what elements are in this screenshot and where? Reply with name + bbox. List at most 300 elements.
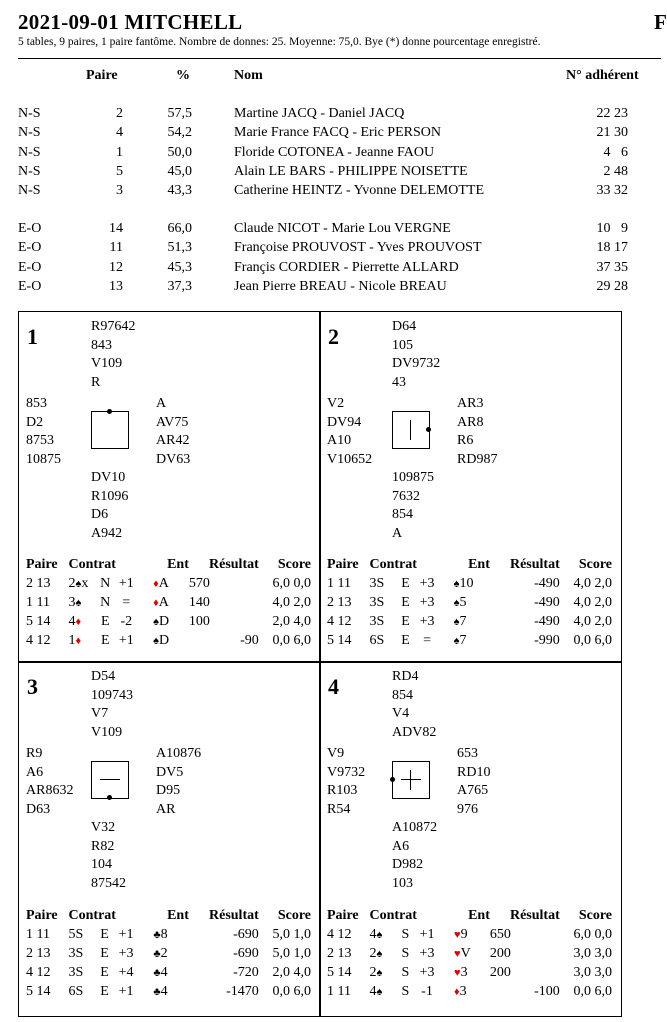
- ranking-direction: N-S: [18, 163, 41, 179]
- result-row: [327, 593, 612, 612]
- result-ew-score: -990: [534, 633, 560, 649]
- page-subtitle: 5 tables, 9 paires, 1 paire fantôme. Nombre de donnes: 25. Moyenne: 75,0. Bye (*) donne pourcentage enregistré.: [18, 36, 541, 48]
- result-ew-score: -490: [534, 575, 560, 591]
- hand-suit-line: R1096: [91, 488, 129, 504]
- result-lead: [153, 593, 189, 612]
- hand-suit-line: 43: [392, 375, 406, 391]
- hand-suit-line: 104: [91, 857, 112, 873]
- east-hand: [156, 745, 201, 820]
- contract-level: 2: [369, 965, 377, 981]
- contract-level: 4: [68, 614, 76, 630]
- result-spacer: [439, 944, 454, 963]
- north-hand: [91, 318, 135, 393]
- east-hand: [457, 395, 497, 470]
- lead-suit: ♠: [153, 635, 159, 648]
- result-match-points: 5,0 1,0: [272, 945, 311, 961]
- lead-suit: ♣: [153, 967, 161, 980]
- results-header-score: Score: [578, 556, 612, 572]
- hand-suit-line: DV5: [156, 764, 184, 780]
- result-spacer: [138, 593, 154, 612]
- ranking-direction: N-S: [18, 125, 41, 141]
- result-ns-score: [490, 593, 523, 612]
- hand-suit-line: D64: [392, 319, 417, 334]
- hand-suit-line: R54: [327, 802, 351, 818]
- result-row: [327, 632, 612, 651]
- hand-suit-line: 653: [457, 746, 478, 761]
- ranking-pair-number: 3: [116, 183, 123, 199]
- compass-diagram: [91, 411, 129, 449]
- result-ew-score: -720: [233, 965, 259, 981]
- result-lead: [153, 574, 189, 593]
- lead-suit: ♦: [153, 596, 159, 609]
- result-declarer: E: [100, 945, 109, 961]
- result-row: [327, 574, 612, 593]
- hand-suit-line: AR8632: [26, 783, 74, 799]
- lead-card: 9: [460, 926, 468, 942]
- results-header-resultat: Résultat: [209, 556, 259, 572]
- result-declarer: S: [401, 984, 410, 1000]
- hand-suit-line: A6: [26, 764, 44, 780]
- results-header-ent: Ent: [167, 907, 189, 923]
- lead-suit: ♣: [153, 928, 161, 941]
- result-pairs: 2 13: [327, 594, 352, 610]
- results-header-paire: Paire: [26, 907, 58, 923]
- hand-suit-line: RD10: [457, 764, 491, 780]
- result-declarer: E: [401, 633, 410, 649]
- result-pairs: 5 14: [26, 614, 51, 630]
- results-header-resultat: Résultat: [509, 907, 560, 923]
- result-row: [26, 944, 311, 963]
- hand-suit-line: 7632: [392, 488, 420, 504]
- result-lead: [454, 983, 490, 1002]
- result-contract: [370, 944, 396, 963]
- result-ns-score: 200: [489, 945, 511, 961]
- ranking-percentage: 54,2: [167, 125, 192, 141]
- contract-level: 2: [369, 945, 377, 961]
- results-header-score: Score: [277, 907, 311, 923]
- hand-suit-line: 8753: [26, 433, 54, 449]
- hand-suit-line: R97642: [91, 319, 136, 334]
- result-match-points: 4,0 2,0: [573, 575, 612, 591]
- result-tricks: +1: [118, 575, 134, 591]
- result-contract: [370, 925, 396, 944]
- ranking-member-ids: 22 23: [596, 106, 628, 121]
- hand-suit-line: AR3: [457, 396, 484, 411]
- ranking-direction: E-O: [18, 221, 42, 236]
- compass-diagram: [91, 761, 129, 799]
- results-header-contrat: Contrat: [369, 907, 417, 923]
- hand-suit-line: 854: [392, 507, 413, 523]
- ranking-pair-number: 11: [109, 240, 123, 256]
- ranking-percentage: 45,0: [167, 163, 192, 179]
- hand-suit-line: V109: [91, 725, 123, 741]
- dealer-dot: [390, 777, 395, 782]
- hand-suit-line: 109743: [91, 687, 133, 703]
- hand-suit-line: DV63: [156, 452, 191, 468]
- result-contract: [370, 593, 396, 612]
- result-contract: [370, 613, 396, 632]
- result-ns-score: 570: [188, 575, 210, 591]
- contract-level: 3S: [369, 575, 385, 591]
- lead-suit: ♦: [454, 986, 460, 999]
- lead-card: A: [158, 575, 169, 591]
- result-spacer: [439, 593, 454, 612]
- result-pairs: 1 11: [327, 984, 351, 1000]
- result-ns-score: 650: [489, 926, 511, 942]
- result-match-points: 4,0 2,0: [272, 594, 311, 610]
- lead-card: V: [460, 945, 471, 961]
- result-ns-score: [189, 944, 220, 963]
- result-declarer: S: [401, 945, 410, 961]
- result-declarer: E: [401, 594, 410, 610]
- contract-level: 6S: [68, 984, 84, 1000]
- lead-card: 7: [459, 614, 467, 630]
- result-tricks: +1: [118, 633, 134, 649]
- lead-card: 4: [160, 984, 168, 1000]
- contract-level: 2: [68, 575, 76, 591]
- result-lead: [454, 574, 490, 593]
- result-ew-score: -490: [534, 614, 560, 630]
- hand-suit-line: V2: [327, 396, 345, 411]
- result-spacer: [138, 964, 154, 983]
- lead-card: D: [158, 614, 170, 630]
- lead-suit: ♥: [454, 928, 461, 941]
- lead-card: D: [158, 633, 170, 649]
- result-ns-score: [490, 983, 524, 1002]
- result-spacer: [138, 925, 154, 944]
- lead-suit: ♦: [153, 577, 159, 590]
- hand-suit-line: A765: [457, 783, 489, 799]
- result-declarer: E: [401, 614, 410, 630]
- result-row: [26, 613, 311, 632]
- result-declarer: E: [100, 984, 109, 1000]
- hand-suit-line: 87542: [91, 876, 126, 892]
- result-spacer: [138, 983, 154, 1002]
- ranking-percentage: 45,3: [167, 259, 192, 275]
- result-tricks: +4: [118, 965, 134, 981]
- hand-suit-line: DV9732: [392, 356, 441, 372]
- hand-suit-line: AR8: [457, 414, 484, 430]
- board-number: 4: [328, 674, 339, 699]
- results-header-resultat: Résultat: [209, 907, 259, 923]
- result-declarer: S: [401, 926, 410, 942]
- result-ns-score: [490, 613, 523, 632]
- result-tricks: +3: [419, 965, 435, 981]
- lead-card: A: [158, 594, 169, 610]
- ranking-percentage: 51,3: [167, 240, 192, 256]
- vulnerable-bar-ew: [100, 779, 120, 780]
- lead-suit: ♣: [153, 986, 161, 999]
- board-4: [319, 661, 622, 1017]
- south-hand: [91, 469, 128, 544]
- results-header-paire: Paire: [327, 556, 359, 572]
- result-lead: [454, 632, 490, 651]
- result-tricks: =: [122, 594, 131, 610]
- result-spacer: [138, 944, 154, 963]
- hand-suit-line: V32: [91, 820, 116, 835]
- results-table: [26, 906, 311, 1002]
- result-match-points: 0,0 6,0: [573, 984, 612, 1000]
- result-ew-score: -90: [240, 633, 259, 649]
- result-match-points: 2,0 4,0: [272, 614, 311, 630]
- result-contract: [69, 632, 96, 651]
- result-tricks: +3: [419, 614, 435, 630]
- hand-suit-line: 109875: [392, 470, 434, 485]
- result-row: [327, 613, 612, 632]
- result-tricks: +3: [419, 594, 435, 610]
- hand-suit-line: D982: [392, 857, 424, 873]
- ranking-direction: E-O: [18, 278, 42, 294]
- result-lead: [153, 983, 189, 1002]
- ranking-player-names: Alain LE BARS - PHILIPPE NOISETTE: [234, 163, 468, 179]
- hand-suit-line: 853: [26, 396, 47, 411]
- lead-suit: ♠: [153, 616, 159, 629]
- result-match-points: 4,0 2,0: [573, 614, 612, 630]
- result-row: [26, 925, 311, 944]
- result-declarer: E: [100, 614, 110, 630]
- result-ns-score: 200: [489, 965, 511, 981]
- result-pairs: 1 11: [327, 575, 351, 591]
- ranking-direction: N-S: [18, 106, 41, 121]
- result-ew-score: [224, 593, 259, 612]
- result-lead: [153, 964, 189, 983]
- results-table: [26, 555, 311, 651]
- ranking-pair-number: 2: [116, 106, 123, 121]
- result-contract: [69, 925, 95, 944]
- ranking-pair-number: 13: [109, 278, 123, 294]
- hand-suit-line: A10876: [156, 746, 202, 761]
- hand-suit-line: V109: [91, 356, 123, 372]
- lead-suit: ♥: [454, 947, 461, 960]
- ranking-direction: N-S: [18, 144, 41, 160]
- board-number: 3: [27, 674, 38, 699]
- hand-suit-line: D6: [91, 507, 109, 523]
- west-hand: [26, 395, 61, 470]
- result-pairs: 4 12: [327, 926, 352, 942]
- results-header-ent: Ent: [468, 907, 490, 923]
- board-2: [319, 311, 622, 663]
- page-title: 2021-09-01 MITCHELL: [18, 10, 243, 34]
- ranking-member-ids: 29 28: [596, 278, 628, 294]
- lead-suit: ♠: [453, 635, 460, 648]
- south-hand: [392, 469, 434, 544]
- hand-suit-line: A6: [392, 838, 410, 854]
- hand-suit-line: D2: [26, 414, 44, 430]
- col-header-adherent: N° adhérent: [566, 68, 639, 83]
- ranking-pair-number: 14: [109, 221, 123, 236]
- result-declarer: E: [401, 575, 410, 591]
- result-ew-score: [224, 574, 259, 593]
- result-match-points: 4,0 2,0: [573, 594, 612, 610]
- result-spacer: [439, 613, 454, 632]
- hand-suit-line: AV75: [156, 414, 189, 430]
- hand-suit-line: DV10: [91, 470, 126, 485]
- result-tricks: =: [423, 633, 432, 649]
- col-header-percent: %: [176, 68, 190, 83]
- result-row: [327, 944, 612, 963]
- results-header-ent: Ent: [468, 556, 490, 572]
- result-pairs: 4 12: [26, 633, 51, 649]
- west-hand: [327, 745, 365, 820]
- hand-suit-line: V7: [91, 706, 109, 722]
- result-match-points: 0,0 6,0: [272, 633, 311, 649]
- hand-suit-line: 976: [457, 802, 478, 818]
- result-match-points: 6,0 0,0: [272, 575, 311, 591]
- lead-card: 3: [460, 965, 468, 981]
- results-header-resultat: Résultat: [509, 556, 560, 572]
- result-ns-score: [189, 632, 224, 651]
- hand-suit-line: 103: [392, 876, 413, 892]
- result-contract: [69, 983, 95, 1002]
- results-header-score: Score: [578, 907, 612, 923]
- result-pairs: 1 11: [26, 594, 50, 610]
- contract-double: x: [81, 575, 89, 591]
- west-hand: [327, 395, 372, 470]
- result-ew-score: -690: [233, 926, 259, 942]
- north-hand: [392, 668, 436, 743]
- results-header-ent: Ent: [167, 556, 189, 572]
- contract-level: 3S: [369, 614, 385, 630]
- hand-suit-line: DV94: [327, 414, 362, 430]
- compass-diagram: [392, 411, 430, 449]
- north-hand: [392, 318, 440, 393]
- lead-card: 8: [160, 926, 168, 942]
- contract-level: 1: [68, 633, 76, 649]
- vulnerable-bar-ew: [401, 779, 421, 780]
- result-tricks: +3: [419, 575, 435, 591]
- contract-suit: ♠: [75, 577, 82, 590]
- ranking-pair-number: 1: [116, 144, 123, 160]
- result-match-points: 0,0 6,0: [573, 633, 612, 649]
- ranking-player-names: Françoise PROUVOST - Yves PROUVOST: [234, 240, 482, 256]
- result-spacer: [138, 613, 154, 632]
- result-pairs: 4 12: [327, 614, 352, 630]
- result-row: [26, 574, 311, 593]
- result-ew-score: -490: [534, 594, 560, 610]
- result-tricks: +1: [118, 984, 134, 1000]
- hand-suit-line: RD4: [392, 669, 419, 684]
- lead-card: 10: [459, 575, 474, 591]
- result-spacer: [138, 574, 154, 593]
- result-contract: [69, 944, 95, 963]
- ranking-player-names: Jean Pierre BREAU - Nicole BREAU: [234, 278, 447, 294]
- result-declarer: E: [100, 965, 109, 981]
- ranking-percentage: 37,3: [167, 278, 192, 294]
- ranking-pair-number: 4: [116, 125, 123, 141]
- col-header-nom: Nom: [234, 68, 263, 83]
- contract-suit: ♠: [75, 596, 82, 609]
- result-match-points: 6,0 0,0: [573, 926, 612, 942]
- lead-card: 5: [459, 594, 467, 610]
- contract-suit: ♠: [376, 967, 383, 980]
- result-match-points: 0,0 6,0: [272, 984, 311, 1000]
- east-hand: [156, 395, 190, 470]
- result-lead: [153, 944, 189, 963]
- result-spacer: [439, 925, 454, 944]
- hand-suit-line: A10872: [392, 820, 438, 835]
- result-ew-score: -1470: [226, 984, 259, 1000]
- result-ns-score: [189, 925, 220, 944]
- result-declarer: S: [401, 965, 410, 981]
- contract-level: 3S: [68, 965, 84, 981]
- ranking-percentage: 66,0: [167, 221, 192, 236]
- hand-suit-line: D54: [91, 669, 116, 684]
- result-contract: [69, 593, 96, 612]
- result-tricks: +3: [419, 945, 435, 961]
- result-ew-score: [524, 925, 560, 944]
- result-lead: [454, 925, 490, 944]
- hand-suit-line: A: [156, 396, 167, 411]
- hand-suit-line: A942: [91, 526, 123, 542]
- result-lead: [153, 925, 189, 944]
- east-hand: [457, 745, 490, 820]
- contract-suit: ♠: [376, 928, 383, 941]
- ranking-member-ids: 21 30: [596, 125, 628, 141]
- result-contract: [69, 574, 96, 593]
- lead-card: 3: [459, 984, 467, 1000]
- board-number: 2: [328, 324, 339, 349]
- ranking-player-names: Françis CORDIER - Pierrette ALLARD: [234, 259, 459, 275]
- header-divider: [18, 58, 661, 59]
- hand-suit-line: D95: [156, 783, 181, 799]
- dealer-dot: [107, 795, 112, 800]
- hand-suit-line: V9732: [327, 764, 366, 780]
- ranking-pair-number: 12: [109, 259, 123, 275]
- ranking-member-ids: 18 17: [596, 240, 628, 256]
- hand-suit-line: AR: [156, 802, 176, 818]
- north-hand: [91, 668, 133, 743]
- ranking-player-names: Claude NICOT - Marie Lou VERGNE: [234, 221, 451, 236]
- results-table: [327, 555, 612, 651]
- result-lead: [454, 944, 490, 963]
- results-header-score: Score: [277, 556, 311, 572]
- result-pairs: 2 13: [26, 575, 51, 591]
- result-ew-score: [224, 613, 259, 632]
- hand-suit-line: R9: [26, 746, 43, 761]
- results-header-paire: Paire: [327, 907, 359, 923]
- result-contract: [370, 574, 396, 593]
- hand-suit-line: RD987: [457, 452, 498, 468]
- result-pairs: 5 14: [26, 984, 51, 1000]
- result-row: [327, 925, 612, 944]
- contract-level: 3S: [369, 594, 385, 610]
- lead-suit: ♠: [453, 596, 460, 609]
- result-contract: [69, 964, 95, 983]
- results-header-contrat: Contrat: [369, 556, 417, 572]
- lead-suit: ♥: [454, 967, 461, 980]
- hand-suit-line: R6: [457, 433, 474, 449]
- board-number: 1: [27, 324, 38, 349]
- ranking-percentage: 57,5: [167, 106, 192, 121]
- lead-suit: ♠: [453, 577, 460, 590]
- result-declarer: E: [100, 633, 110, 649]
- hand-suit-line: A10: [327, 433, 352, 449]
- result-row: [26, 983, 311, 1002]
- ranking-direction: N-S: [18, 183, 41, 199]
- result-ns-score: [490, 632, 523, 651]
- result-tricks: +3: [118, 945, 134, 961]
- dealer-dot: [426, 427, 431, 432]
- result-declarer: N: [100, 594, 111, 610]
- ranking-player-names: Catherine HEINTZ - Yvonne DELEMOTTE: [234, 183, 485, 199]
- result-tricks: -1: [421, 984, 433, 1000]
- result-pairs: 5 14: [327, 965, 352, 981]
- lead-suit: ♣: [153, 947, 161, 960]
- ranking-member-ids: 33 32: [596, 183, 628, 199]
- lead-suit: ♠: [453, 616, 460, 629]
- hand-suit-line: R82: [91, 838, 115, 854]
- result-row: [26, 593, 311, 612]
